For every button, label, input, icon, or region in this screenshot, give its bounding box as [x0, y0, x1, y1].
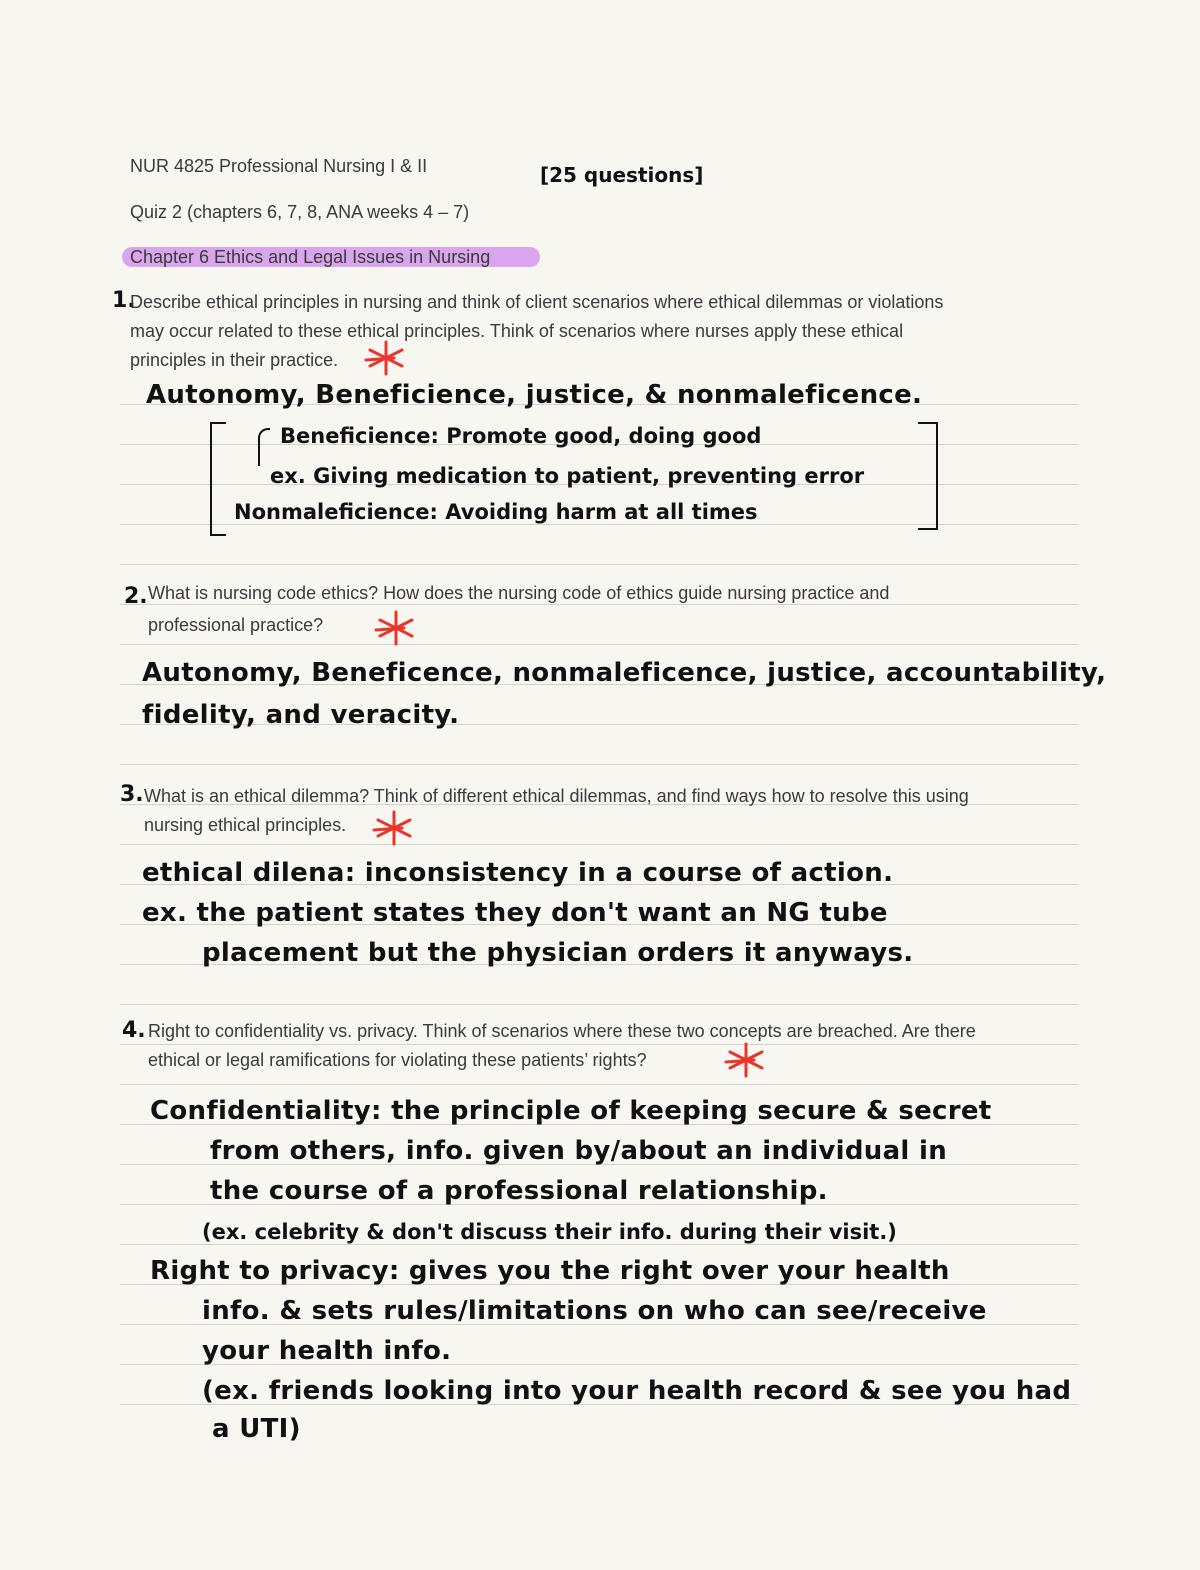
question-number: 1. [112, 288, 136, 313]
red-star-mark [372, 808, 416, 848]
ruled-line [120, 1244, 1078, 1245]
question-number: 2. [124, 584, 148, 609]
right-bracket [918, 422, 938, 530]
answer-line: (ex. celebrity & don't discuss their info. during their visit.) [202, 1220, 897, 1244]
question-text-line: professional practice? [148, 615, 324, 635]
question-text-line: may occur related to these ethical principles. Think of scenarios where nurses apply these ethical [130, 321, 904, 341]
question-number: 4. [122, 1018, 146, 1043]
question-number: 3. [120, 782, 144, 807]
ruled-line [120, 1084, 1078, 1085]
answer-line: (ex. friends looking into your health record & see you had [202, 1376, 1072, 1406]
answer-line: Right to privacy: gives you the right over your health [150, 1256, 950, 1286]
answer-line: placement but the physician orders it anyways. [202, 938, 914, 968]
answer-line: Autonomy, Beneficience, justice, & nonmaleficence. [146, 380, 923, 410]
answer-line: Beneficience: Promote good, doing good [280, 424, 762, 448]
question-count-note: [25 questions] [540, 163, 704, 187]
red-star-mark [374, 608, 418, 648]
question-text-line: Right to confidentiality vs. privacy. Think of scenarios where these two concepts are breached. Are there [148, 1021, 976, 1041]
red-star-mark [724, 1040, 768, 1080]
answer-line: ex. Giving medication to patient, preventing error [270, 464, 865, 488]
question-text-line: nursing ethical principles. [144, 815, 347, 835]
question-text-line: ethical or legal ramifications for violating these patients’ rights? [148, 1050, 647, 1070]
question-text-line: What is an ethical dilemma? Think of different ethical dilemmas, and find ways how to resolve this using [144, 786, 969, 806]
quiz-title: Quiz 2 (chapters 6, 7, 8, ANA weeks 4 – 7) [130, 202, 470, 222]
course-title: NUR 4825 Professional Nursing I & II [130, 156, 428, 176]
answer-line: fidelity, and veracity. [142, 700, 460, 730]
ruled-line [120, 764, 1078, 765]
red-star-mark [364, 338, 408, 378]
answer-line: from others, info. given by/about an individual in [210, 1136, 948, 1166]
question-text-line: What is nursing code ethics? How does the nursing code of ethics guide nursing practice and [148, 583, 890, 603]
answer-line: Autonomy, Beneficence, nonmaleficence, justice, accountability, [142, 658, 1107, 688]
answer-line: Nonmaleficience: Avoiding harm at all times [234, 500, 758, 524]
answer-line: ex. the patient states they don't want an NG tube [142, 898, 888, 928]
ruled-line [120, 644, 1078, 645]
ruled-line [120, 564, 1078, 565]
chapter-heading: Chapter 6 Ethics and Legal Issues in Nursing [130, 247, 491, 267]
answer-line: info. & sets rules/limitations on who can see/receive [202, 1296, 987, 1326]
answer-line: your health info. [202, 1336, 452, 1366]
ruled-line [120, 844, 1078, 845]
answer-line: Confidentiality: the principle of keeping secure & secret [150, 1096, 992, 1126]
question-text-line: principles in their practice. [130, 350, 339, 370]
question-text-line: Describe ethical principles in nursing and think of client scenarios where ethical dilemmas or violations [130, 292, 944, 312]
answer-line: ethical dilena: inconsistency in a course of action. [142, 858, 894, 888]
small-brace [258, 428, 270, 466]
answer-line: a UTI) [212, 1414, 301, 1444]
answer-line: the course of a professional relationship. [210, 1176, 828, 1206]
left-bracket [210, 422, 226, 536]
ruled-line [120, 1004, 1078, 1005]
